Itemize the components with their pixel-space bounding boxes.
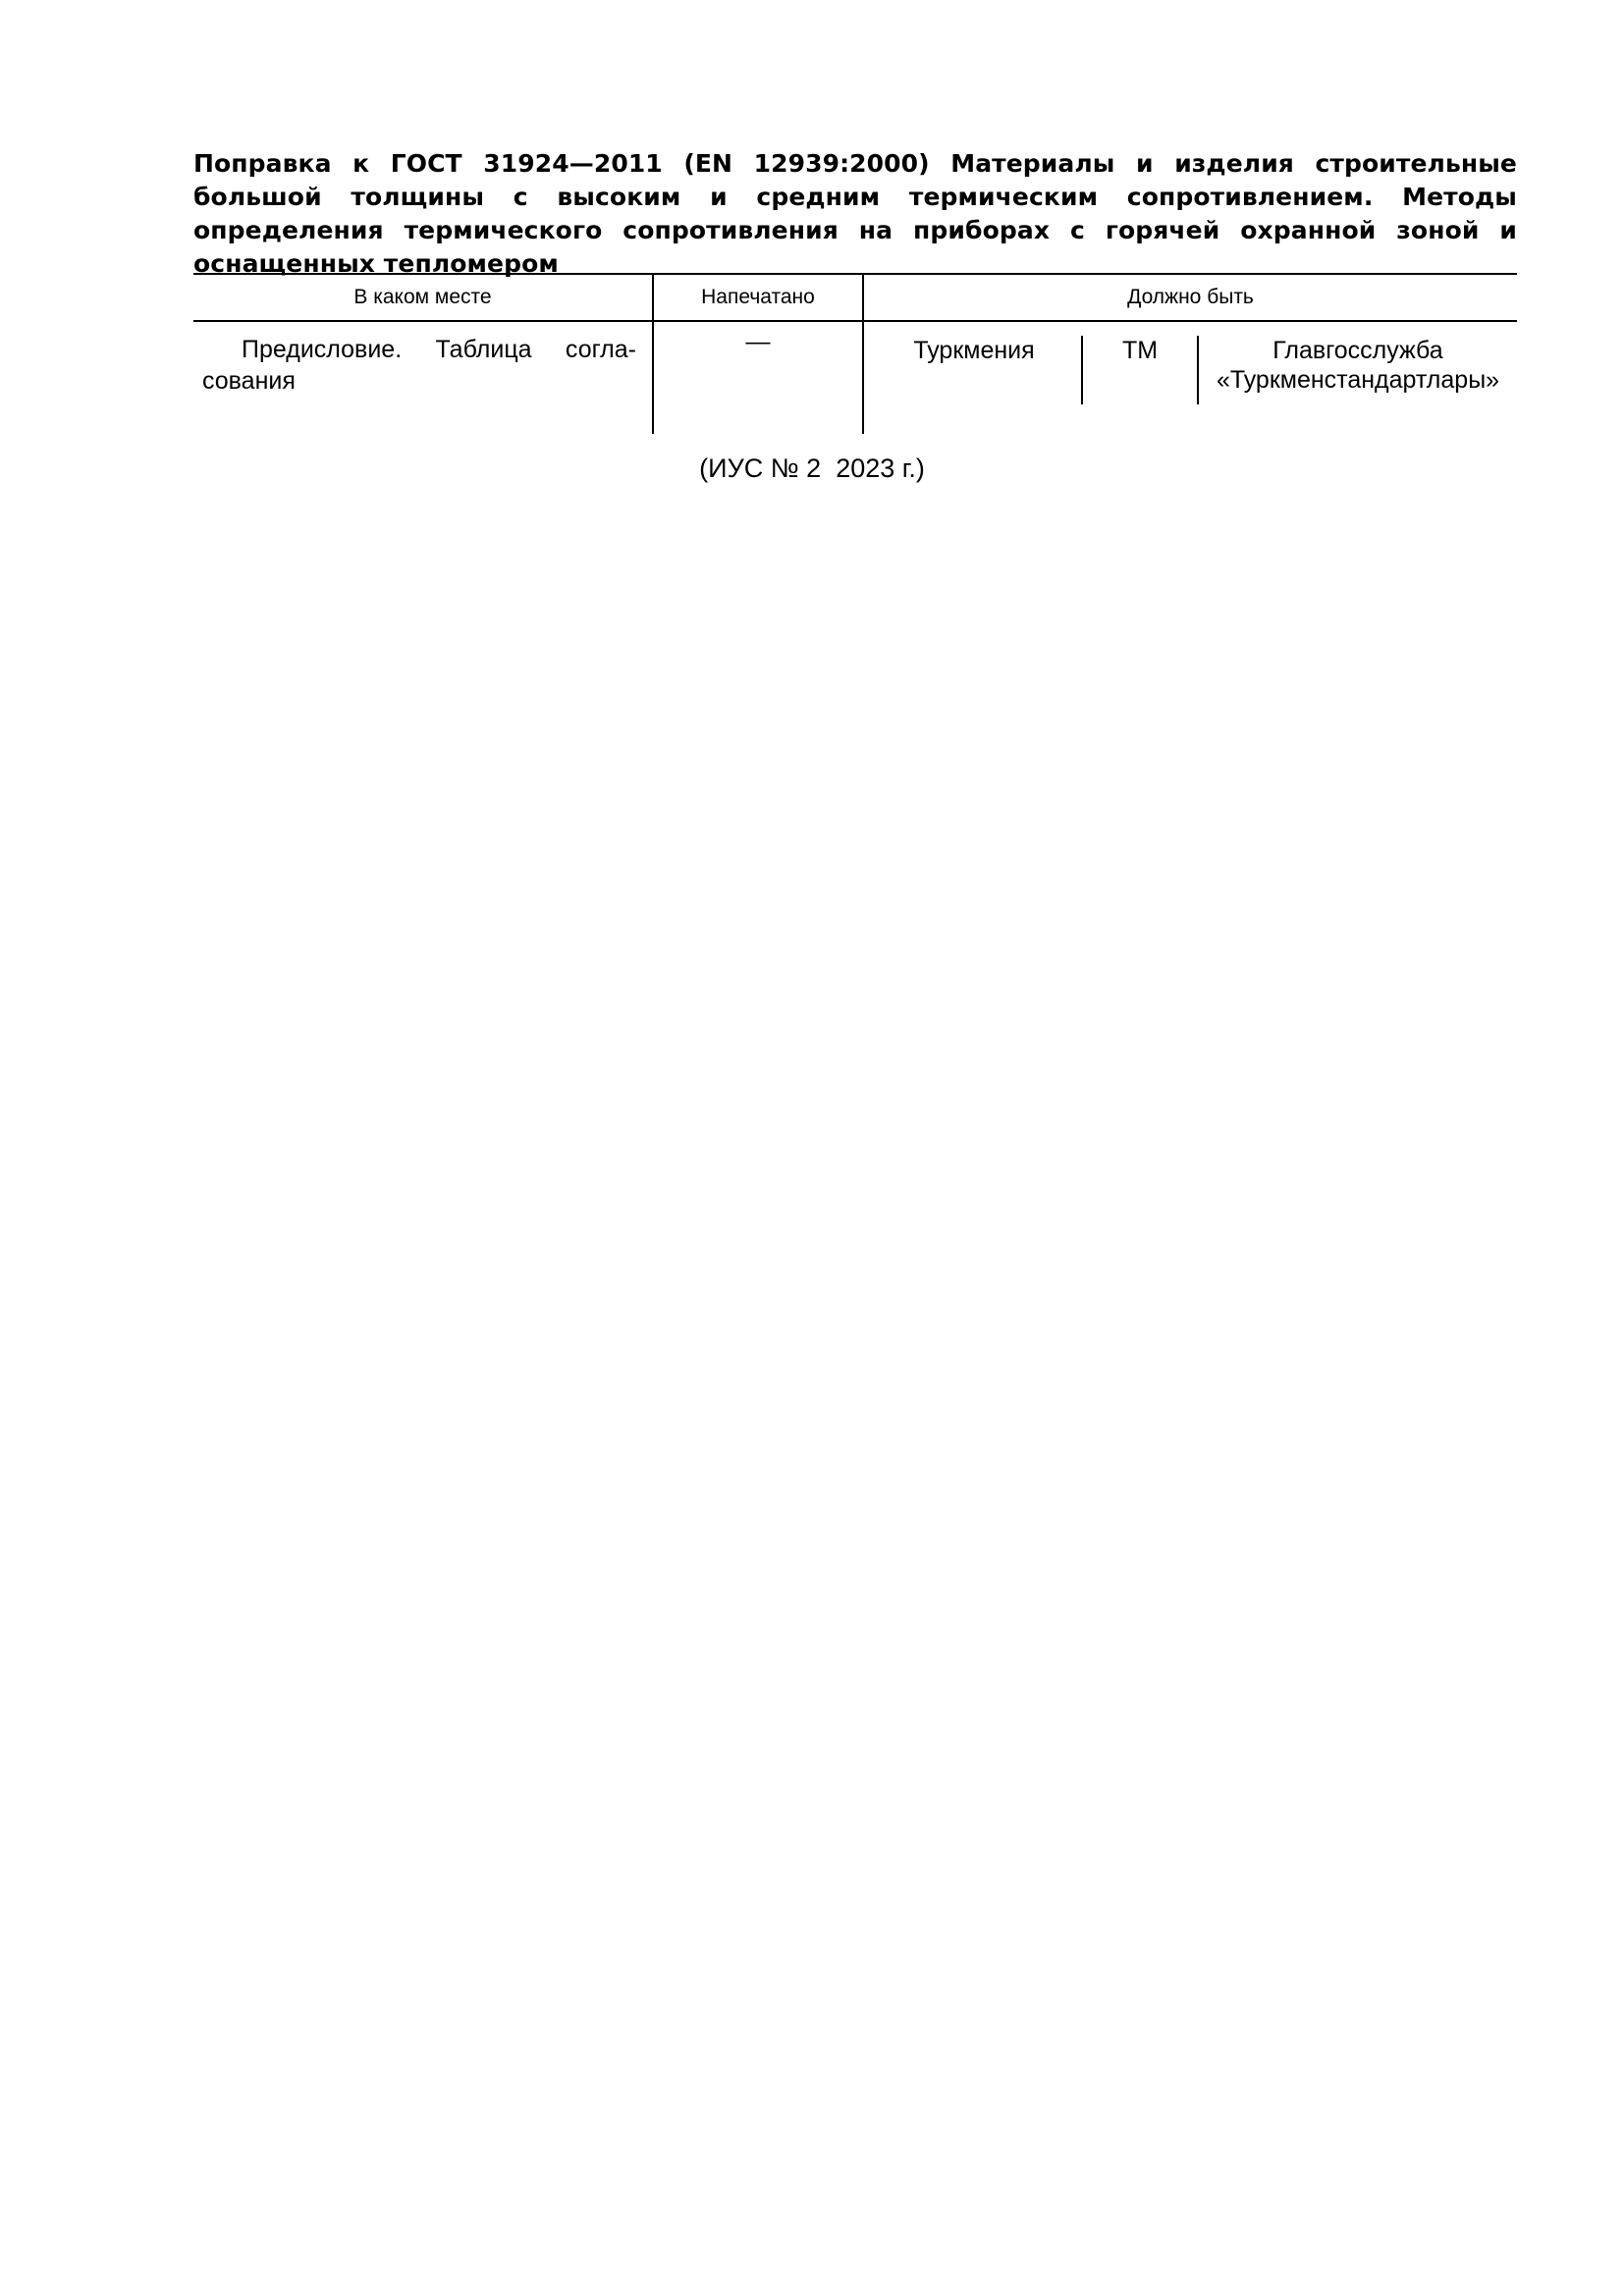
header-printed: Напечатано [653, 274, 863, 321]
document-title: Поправка к ГОСТ 31924—2011 (EN 12939:2000) Материалы и изделия строительные большой толщины с высоким и средним термическим сопротивлением. Методы определения термического сопротивления на приборах с горячей охранной зоной и оснащенных тепломером [193, 149, 1517, 278]
correction-table [193, 273, 1517, 434]
should-be-body [1199, 336, 1517, 404]
should-be-body-line2: «Туркменстандартлары» [1216, 366, 1500, 394]
issue-reference: (ИУС № 2 2023 г.) [699, 454, 925, 483]
table-header-row [193, 274, 1517, 321]
table-row [193, 321, 1517, 434]
should-be-body-line1: Главгосслужба [1272, 337, 1443, 364]
should-be-code: ТМ [1081, 336, 1199, 404]
header-place: В каком месте [193, 274, 653, 321]
should-be-country: Туркмения [913, 337, 1035, 364]
should-be-subtable [864, 322, 1517, 404]
cell-place: Предисловие. Таблица согласования [202, 336, 636, 395]
header-should-be: Должно быть [863, 274, 1517, 321]
cell-should-be [863, 321, 1517, 434]
cell-printed: — [653, 321, 863, 434]
